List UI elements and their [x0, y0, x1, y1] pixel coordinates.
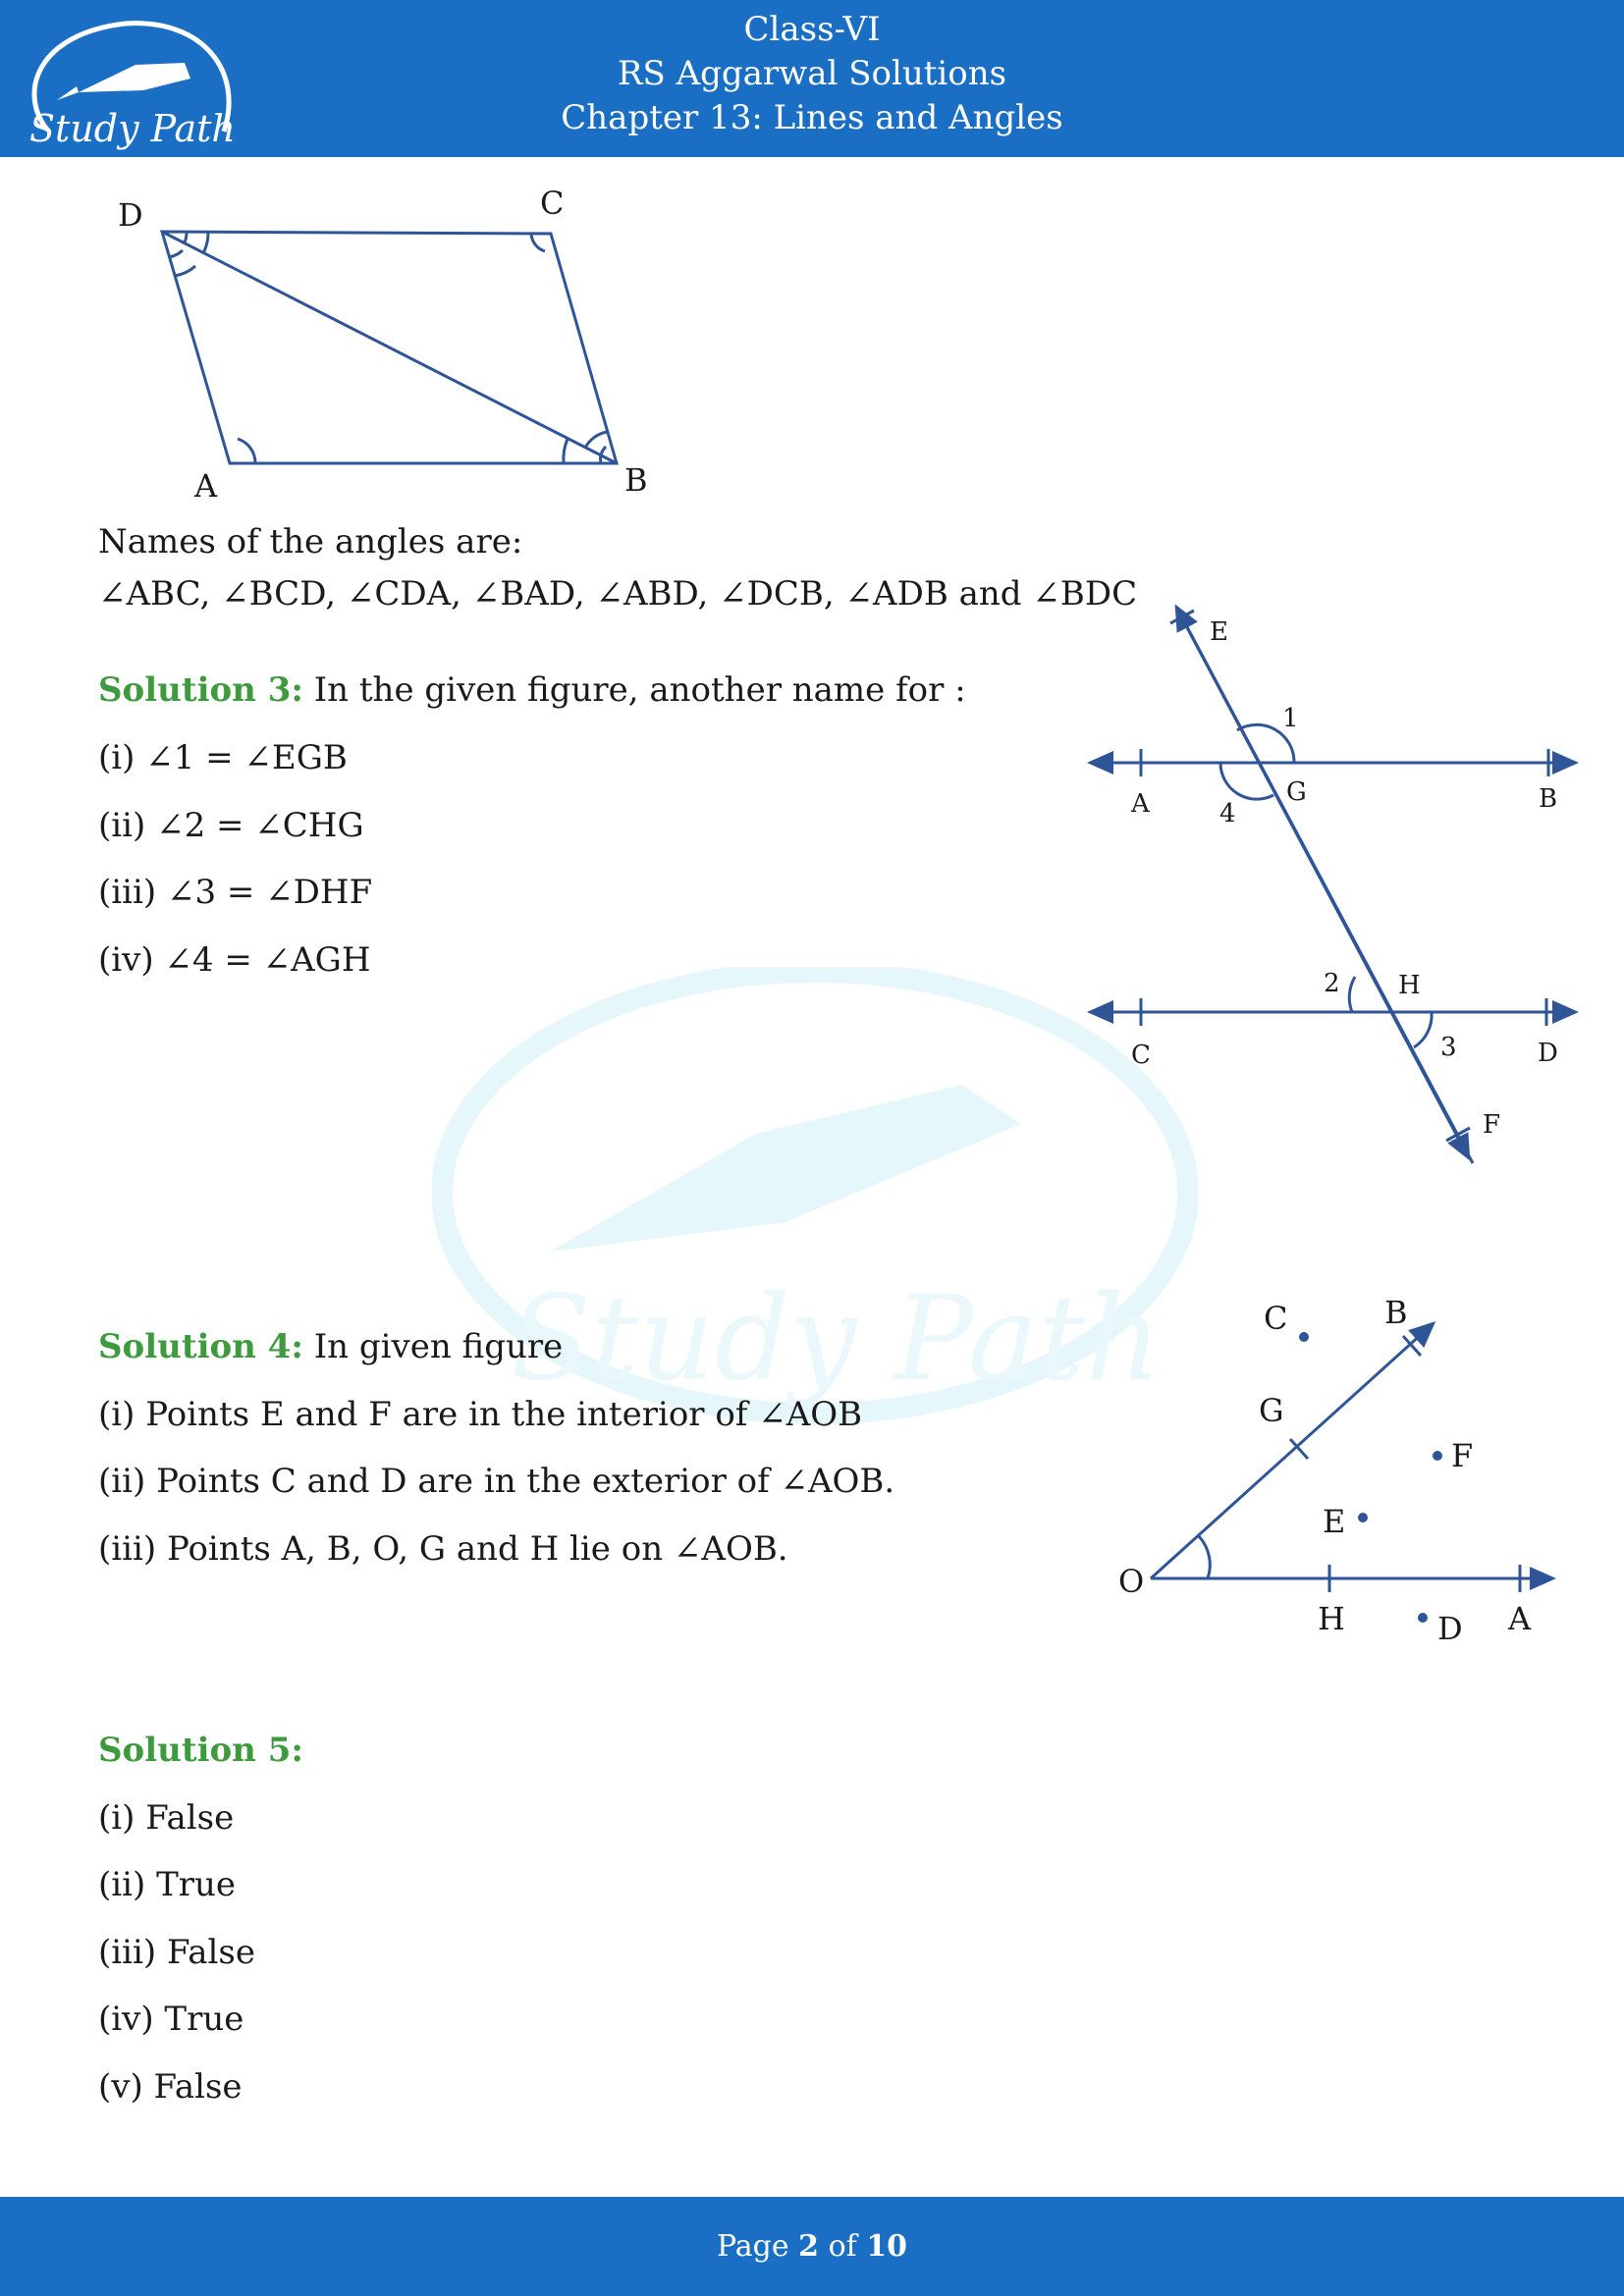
solution-3-item: (iv) ∠4 = ∠AGH — [98, 940, 371, 980]
angle-aob-figure — [1100, 1276, 1591, 1659]
label-A: A — [194, 467, 218, 505]
label-A: A — [1131, 789, 1150, 819]
page-footer — [0, 2197, 1624, 2296]
solution-5-item: (ii) True — [98, 1865, 237, 1904]
label-H: H — [1318, 1600, 1345, 1637]
label-B: B — [624, 461, 648, 499]
angle-2-label: 2 — [1324, 969, 1340, 998]
angle-3-label: 3 — [1440, 1033, 1457, 1062]
solution-4-heading: Solution 4: — [98, 1327, 303, 1366]
solution-3-heading: Solution 3: — [98, 670, 303, 710]
page-prefix: Page — [716, 2229, 799, 2264]
solution-3-item: (i) ∠1 = ∠EGB — [98, 738, 348, 777]
watermark-text: Study Path — [511, 1271, 1162, 1408]
label-C: C — [540, 185, 565, 222]
header-chapter: Chapter 13: Lines and Angles — [561, 98, 1063, 137]
label-G: G — [1259, 1392, 1284, 1429]
solution-5-item: (iv) True — [98, 2000, 244, 2039]
solution-4-item: (ii) Points C and D are in the exterior of ∠AOB. — [98, 1462, 895, 1501]
header-book: RS Aggarwal Solutions — [617, 54, 1007, 93]
transversal-figure — [1070, 589, 1600, 1188]
label-E: E — [1323, 1503, 1346, 1540]
solution-4-item: (iii) Points A, B, O, G and H lie on ∠AOB. — [98, 1529, 788, 1569]
solution-4-title — [98, 1327, 563, 1366]
label-D: D — [118, 196, 143, 234]
page-middle: of — [819, 2229, 867, 2264]
label-H: H — [1398, 971, 1421, 1000]
solution-3-item: (iii) ∠3 = ∠DHF — [98, 873, 373, 912]
page-current: 2 — [798, 2229, 820, 2264]
solution-5-heading: Solution 5: — [98, 1731, 303, 1770]
label-B: B — [1539, 784, 1558, 814]
label-F: F — [1483, 1110, 1501, 1140]
solution-3-intro: In the given figure, another name for : — [302, 670, 966, 710]
header-class: Class-VI — [743, 10, 881, 49]
solution-5-item: (iii) False — [98, 1933, 255, 1972]
label-E: E — [1210, 617, 1228, 647]
solution-5-item: (v) False — [98, 2067, 243, 2107]
logo-text: Study Path — [29, 107, 236, 150]
label-D: D — [1538, 1039, 1558, 1068]
angle-1-label: 1 — [1282, 704, 1299, 733]
solution-4-item: (i) Points E and F are in the interior of ∠AOB — [98, 1395, 863, 1434]
label-A: A — [1508, 1600, 1532, 1637]
label-F: F — [1451, 1437, 1474, 1474]
label-C: C — [1264, 1300, 1288, 1337]
label-D: D — [1437, 1610, 1463, 1647]
angle-4-label: 4 — [1219, 799, 1236, 828]
angles-intro: Names of the angles are: — [98, 522, 523, 561]
solution-4-intro: In given figure — [302, 1327, 564, 1366]
page-header — [0, 0, 1624, 157]
page-total: 10 — [866, 2229, 908, 2264]
label-C: C — [1131, 1041, 1151, 1070]
angles-list: ∠ABC, ∠BCD, ∠CDA, ∠BAD, ∠ABD, ∠DCB, ∠ADB and ∠BDC — [98, 574, 1138, 614]
solution-3-title — [98, 670, 966, 710]
label-O: O — [1118, 1563, 1145, 1600]
quadrilateral-figure — [98, 177, 687, 510]
label-G: G — [1286, 777, 1307, 807]
solution-5-title — [98, 1731, 303, 1770]
solution-3-item: (ii) ∠2 = ∠CHG — [98, 806, 364, 845]
solution-5-item: (i) False — [98, 1798, 235, 1838]
label-B: B — [1384, 1294, 1408, 1331]
